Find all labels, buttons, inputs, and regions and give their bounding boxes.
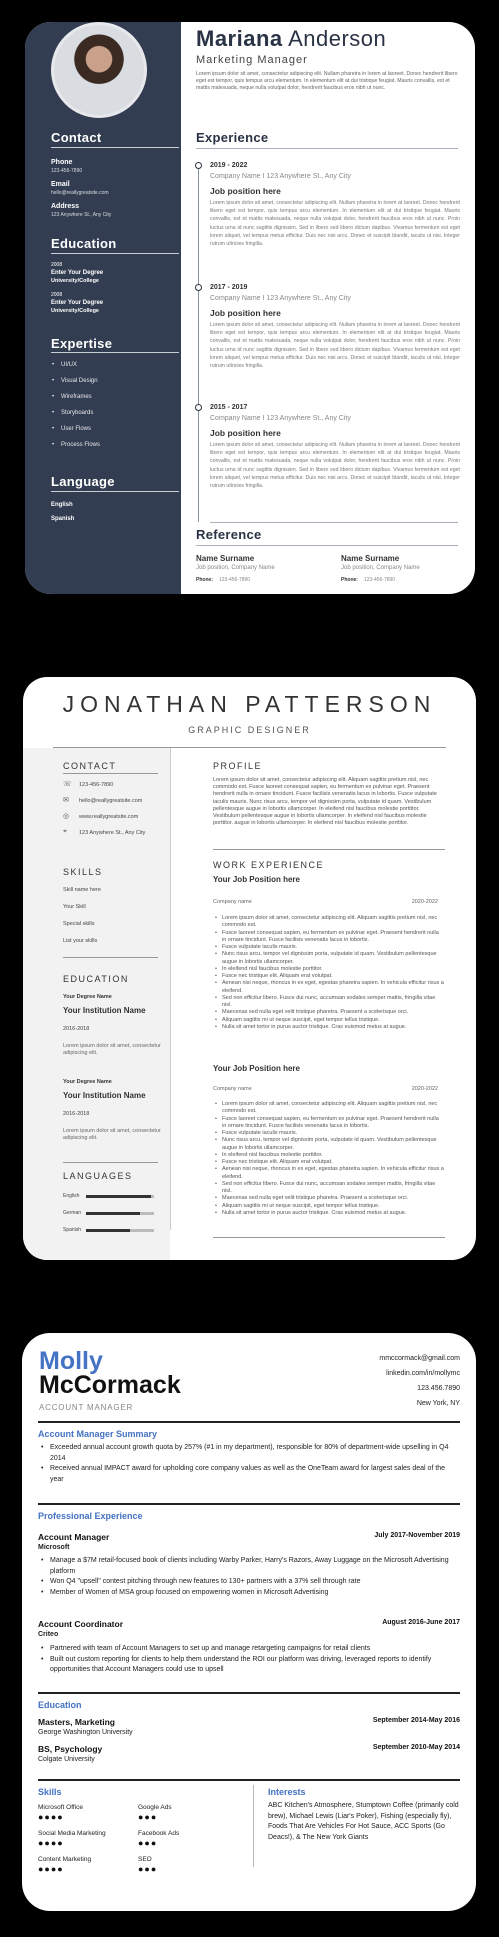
- divider: [213, 849, 445, 850]
- intro-text: Lorem ipsum dolor sit amet, consectetur adipiscing elit. Nullam pharetra in lorem at laoreet. Donec hendrerit libero eget est tempor, quis tempus arcu elementum. In elementum elit at dui tristique feugiat. Mauris convallis, est et mattis malesuada, neque nulla volutpat dolor, hendrerit faucibus eros nibh ut nunc.: [196, 71, 458, 91]
- language-level-fill: [86, 1212, 140, 1215]
- work-experience-heading: WORK EXPERIENCE: [213, 860, 325, 870]
- company-name: Microsoft: [38, 1544, 70, 1551]
- skill-item: List your skills: [63, 938, 98, 944]
- experience-heading: Professional Experience: [38, 1511, 143, 1521]
- list-item: • Fusce nec tristique elit. Aliquam erat volutpat.: [222, 973, 444, 980]
- education-dates: September 2014-May 2016: [372, 1717, 460, 1724]
- contact-phone: 123-456-7890: [79, 782, 114, 788]
- job-title: Account Manager: [38, 1532, 110, 1542]
- column-divider: [253, 1785, 254, 1867]
- address-label: Address: [51, 203, 80, 210]
- education-description: Lorem ipsum dolor sit amet, consectetur adipiscing elit.: [63, 1043, 161, 1056]
- contact-heading: CONTACT: [63, 761, 117, 771]
- expertise-item: • Process Flows: [61, 442, 100, 448]
- list-item: • Exceeded annual account growth quota by 257% (#1 in my department), responsible for 80% of department-wide upselling in Q4 2014: [50, 1443, 455, 1464]
- edu-school: University/College: [51, 278, 99, 284]
- timeline-dot: [195, 284, 202, 291]
- degree-name: Your Degree Name: [63, 1079, 112, 1085]
- job-dates: 2020-2022: [411, 1086, 438, 1092]
- skill-rating: ●●●●: [38, 1812, 64, 1822]
- divider: [196, 545, 458, 546]
- contact-phone: 123.456.7890: [417, 1385, 460, 1392]
- reference-name: Name Surname: [341, 554, 400, 563]
- job-years: 2017 - 2019: [210, 284, 248, 291]
- divider: [63, 957, 158, 958]
- list-item: • Maecenas sed nulla eget velit tristique pharetra. Praesent a scelerisque orci.: [222, 1195, 444, 1202]
- list-item: • Fusce vulputate iaculis mauris.: [222, 944, 444, 951]
- expertise-heading: Expertise: [51, 336, 113, 351]
- company-name: Criteo: [38, 1631, 59, 1638]
- list-item: • Sed non efficitur libero. Fusce dui nunc, accumsan sodales semper mattis, fringilla vitae nisl.: [222, 1181, 444, 1196]
- full-name: JONATHAN PATTERSON: [62, 691, 437, 717]
- list-item: • Nulla sit amet tortor in purus auctor tristique. Cras euismod metus at augue.: [222, 1210, 444, 1217]
- job-company: Company Name I 123 Anywhere St., Any City: [210, 173, 351, 180]
- language-level-bar: [86, 1229, 154, 1232]
- location-icon: ⌖: [63, 828, 67, 835]
- list-item: • Fusce nec tristique elit. Aliquam erat volutpat.: [222, 1159, 444, 1166]
- divider: [196, 148, 458, 149]
- list-item: • Aliquam sagittis mi ut neque suscipit, eget tempor tellus tristique.: [222, 1017, 444, 1024]
- divider: [38, 1779, 460, 1781]
- language-item: Spanish: [51, 516, 75, 522]
- skill-name: Content Marketing: [38, 1856, 92, 1863]
- education-heading: Education: [51, 236, 117, 251]
- divider: [38, 1692, 460, 1694]
- resume-jonathan-patterson: [23, 677, 476, 1260]
- list-item: • Fusce laoreet consequat sapien, eu fermentum ex pulvinar eget. Praesent hendrerit nulla in ornare tincidunt. Fusce facilisis venenatis lacus in lobortis.: [222, 930, 444, 945]
- language-level-fill: [86, 1195, 151, 1198]
- degree-name: Masters, Marketing: [38, 1717, 115, 1727]
- school-name: Colgate University: [38, 1756, 95, 1763]
- contact-location: New York, NY: [416, 1400, 460, 1407]
- skill-rating: ●●●●: [38, 1864, 64, 1874]
- list-item: • Member of Women of MSA group focused on empowering women in Microsoft Advertising: [50, 1588, 455, 1599]
- edu-school: University/College: [51, 308, 99, 314]
- list-item: • In eleifend nisl faucibus molestie porttitor.: [222, 1152, 444, 1159]
- list-item: • Sed non efficitur libero. Fusce dui nunc, accumsan sodales semper mattis, fringilla vitae nisl.: [222, 995, 444, 1010]
- language-name: English: [63, 1193, 80, 1199]
- list-item: • Aenean nisi neque, rhoncus in ex eget, egestas pharetra sapien. In vehicula efficitur risus a eleifend.: [222, 980, 444, 995]
- mail-icon: ✉: [63, 797, 69, 804]
- list-item: • Fusce vulputate iaculis mauris.: [222, 1130, 444, 1137]
- language-level-bar: [86, 1212, 154, 1215]
- list-item: • Nulla sit amet tortor in purus auctor tristique. Cras euismod metus at augue.: [222, 1024, 444, 1031]
- institution-name: Your Institution Name: [63, 1006, 146, 1015]
- profile-heading: PROFILE: [213, 761, 263, 771]
- list-item: • Manage a $7M retail-focused book of clients including Warby Parker, Harry's Razors, Away Luggage on the Microsoft Advertising platform: [50, 1556, 455, 1577]
- education-description: Lorem ipsum dolor sit amet, consectetur adipiscing elit.: [63, 1128, 161, 1141]
- list-item: • Lorem ipsum dolor sit amet, consectetur adipiscing elit. Aliquam sagittis pretium nisl, nec commodo est.: [222, 1101, 444, 1116]
- email-label: Email: [51, 181, 70, 188]
- list-item: • Fusce laoreet consequat sapien, eu fermentum ex pulvinar eget. Praesent hendrerit nulla in ornare tincidunt. Fusce facilisis venenatis lacus in lobortis.: [222, 1116, 444, 1131]
- contact-linkedin: linkedin.com/in/mollymc: [386, 1370, 460, 1377]
- language-heading: Language: [51, 474, 115, 489]
- divider: [51, 491, 179, 492]
- timeline-dot: [195, 162, 202, 169]
- list-item: • Lorem ipsum dolor sit amet, consectetur adipiscing elit. Aliquam sagittis pretium nisl, nec commodo est.: [222, 915, 444, 930]
- reference-heading: Reference: [196, 527, 262, 542]
- phone-label: Phone: [51, 159, 73, 166]
- resume-molly-mccormack: [22, 1333, 476, 1911]
- skill-item: Your Skill: [63, 904, 86, 910]
- divider: [51, 253, 179, 254]
- divider: [38, 1503, 460, 1505]
- phone-value: 123-456-7890: [51, 168, 83, 174]
- job-description: Lorem ipsum dolor sit amet, consectetur adipiscing elit. Nullam pharetra in lorem at laoreet. Donec hendrerit libero eget est tempor, quis tempus arcu elementum. In elementum elit at dui tristique feugiat. Mauris convallis, est et mattis malesuada, neque nulla volutpat dolor, hendrerit faucibus eros nibh ut nunc. Proin luctus urna id nunc sagittis dignissim. Sed in libero sed libero dictum dapibus. Vivamus fermentum est eget lorem aliquet, vel tempus metus efficitur. Duis nec nisi arcu. Donec et suscipit blandit, iaculis ut nisi. Integer rutrum ultricies fringilla.: [210, 442, 460, 490]
- job-title: Account Coordinator: [38, 1619, 123, 1629]
- job-description: Lorem ipsum dolor sit amet, consectetur adipiscing elit. Nullam pharetra in lorem at laoreet. Donec hendrerit libero eget est tempor, quis tempus arcu elementum. In elementum elit at dui tristique feugiat. Mauris convallis, est et mattis malesuada, neque nulla volutpat dolor, hendrerit faucibus eros nibh ut nunc. Proin luctus urna id nunc sagittis dignissim. Sed in libero sed libero dictum dapibus. Vivamus fermentum est eget lorem aliquet, vel tempus metus efficitur. Duis nec nisi arcu. Donec et suscipit blandit, iaculis ut nisi. Integer rutrum ultricies fringilla.: [210, 200, 460, 248]
- contact-heading: Contact: [51, 130, 102, 145]
- skill-name: SEO: [138, 1856, 152, 1863]
- expertise-item: • Wireframes: [61, 394, 92, 400]
- summary-heading: Account Manager Summary: [38, 1429, 158, 1439]
- job-title: ACCOUNT MANAGER: [39, 1403, 134, 1412]
- list-item: • Received annual IMPACT award for upholding core company values as well as the OneTeam award for largest sales deal of the year: [50, 1464, 455, 1485]
- email-value: hello@reallygreatsite.com: [51, 190, 109, 196]
- job-dates: July 2017-November 2019: [374, 1532, 460, 1539]
- address-value: 123 Anywhere St., Any City: [51, 212, 112, 218]
- reference-name: Name Surname: [196, 554, 255, 563]
- job-dates: 2020-2022: [411, 899, 438, 905]
- job-position: Your Job Position here: [213, 1064, 300, 1073]
- column-divider: [170, 748, 171, 1230]
- job-position: Job position here: [210, 428, 281, 438]
- language-level-bar: [86, 1195, 154, 1198]
- list-item: • Partnered with team of Account Managers to set up and manage retargeting campaigns for retail clients: [50, 1644, 455, 1655]
- divider: [210, 522, 458, 523]
- edu-year: 2008: [51, 292, 63, 298]
- job-years: 2015 - 2017: [210, 404, 248, 411]
- full-name: Mariana Anderson: [196, 26, 387, 51]
- reference-position: Job position, Company Name: [196, 565, 275, 571]
- expertise-item: • User Flows: [61, 426, 91, 432]
- list-item: • Aliquam sagittis mi ut neque suscipit, eget tempor tellus tristique.: [222, 1203, 444, 1210]
- skill-rating: ●●●: [138, 1838, 158, 1848]
- expertise-item: • UI/UX: [61, 362, 77, 368]
- reference-phone: Phone: 123-456-7890: [341, 577, 396, 583]
- divider: [51, 147, 179, 148]
- list-item: • Nunc risus arcu, tempor vel dignissim porta, vulputate id quam. Vestibulum pellentesque augue in lobortis ullamcorper.: [222, 1137, 444, 1152]
- job-bullets: [222, 915, 444, 1031]
- list-item: • Aenean nisi neque, rhoncus in ex eget, egestas pharetra sapien. In vehicula efficitur risus a eleifend.: [222, 1166, 444, 1181]
- edu-degree: Enter Your Degree: [51, 300, 104, 306]
- phone-icon: ☏: [63, 781, 72, 788]
- education-heading: Education: [38, 1700, 82, 1710]
- divider: [63, 1162, 158, 1163]
- skill-rating: ●●●●: [38, 1838, 64, 1848]
- institution-name: Your Institution Name: [63, 1091, 146, 1100]
- skill-name: Facebook Ads: [138, 1830, 180, 1837]
- globe-icon: ◎: [63, 813, 70, 820]
- list-item: • Built out custom reporting for clients to help them understand the ROI our platform was driving, leveraged reports to identify opportunities that Account Managers could use to upsell: [50, 1655, 455, 1676]
- contact-website: www.reallygreatsite.com: [79, 814, 139, 820]
- education-heading: EDUCATION: [63, 974, 129, 984]
- edu-degree: Enter Your Degree: [51, 270, 104, 276]
- timeline-dot: [195, 404, 202, 411]
- skill-item: Special skills: [63, 921, 95, 927]
- degree-name: BS, Psychology: [38, 1744, 103, 1754]
- skill-name: Google Ads: [138, 1804, 172, 1811]
- skill-rating: ●●●: [138, 1812, 158, 1822]
- contact-email: mmccormack@gmail.com: [379, 1355, 460, 1362]
- education-dates: September 2010-May 2014: [372, 1744, 460, 1751]
- job-position: Job position here: [210, 308, 281, 318]
- degree-name: Your Degree Name: [63, 994, 112, 1000]
- list-item: • Won Q4 "upsell" contest pitching through new features to 130+ partners with a 37% sell through rate: [50, 1577, 455, 1588]
- education-years: 2016-2018: [63, 1026, 90, 1032]
- reference-phone: Phone: 123-456-7890: [196, 577, 251, 583]
- skill-item: Skill name here: [63, 887, 101, 893]
- company-name: Company name: [213, 899, 252, 905]
- company-name: Company name: [213, 1086, 252, 1092]
- skill-name: Microsoft Office: [38, 1804, 84, 1811]
- job-title: Marketing Manager: [196, 54, 308, 66]
- divider: [213, 1237, 445, 1238]
- profile-text: Lorem ipsum dolor sit amet, consectetur adipiscing elit. Aliquam sagittis pretium nisl, nec commodo est. Fusce laoreet consequat sapien, eu fermentum ex pulvinar eget. Praesent hendrerit nulla in ornare tincidunt. Fusce facilisis venenatis lacus in lobortis. Fusce vulputate iaculis mauris. Nunc risus arcu, tempor vel dignissim porta, vulputate id quam. Vestibulum pellentesque augue in lobortis ullamcorper. In eleifend nisl faucibus molestie porttitor. Vestibulum pellentesque augue in lobortis ullamcorper. In eleifend nisl faucibus molestie porttitor. augue in lobortis ullamcorper. In eleifend nisl faucibus molestie porttitor.: [213, 777, 437, 827]
- job-position: Your Job Position here: [213, 875, 300, 884]
- job-title: GRAPHIC DESIGNER: [188, 725, 311, 735]
- experience-heading: Experience: [196, 130, 269, 145]
- contact-email: hello@reallygreatsite.com: [79, 798, 143, 804]
- job-company: Company Name I 123 Anywhere St., Any City: [210, 415, 351, 422]
- skill-rating: ●●●: [138, 1864, 158, 1874]
- expertise-item: • Visual Design: [61, 378, 98, 384]
- profile-photo: [51, 22, 147, 118]
- job-years: 2019 - 2022: [210, 162, 248, 169]
- divider: [53, 747, 446, 748]
- job-bullets: [50, 1644, 455, 1676]
- language-name: German: [63, 1210, 82, 1216]
- divider: [38, 1421, 460, 1423]
- skills-heading: SKILLS: [63, 867, 103, 877]
- language-level-fill: [86, 1229, 130, 1232]
- summary-list: [50, 1443, 455, 1485]
- divider: [63, 773, 158, 774]
- job-dates: August 2016-June 2017: [382, 1619, 460, 1626]
- first-name: Molly: [39, 1347, 103, 1375]
- sidebar: [23, 748, 170, 1260]
- job-bullets: [222, 1101, 444, 1217]
- list-item: • Nunc risus arcu, tempor vel dignissim porta, vulputate id quam. Vestibulum pellentesque augue in lobortis ullamcorper.: [222, 951, 444, 966]
- list-item: • Maecenas sed nulla eget velit tristique pharetra. Praesent a scelerisque orci.: [222, 1009, 444, 1016]
- edu-year: 2008: [51, 262, 63, 268]
- reference-position: Job position, Company Name: [341, 565, 420, 571]
- last-name: McCormack: [39, 1371, 181, 1399]
- divider: [51, 352, 179, 353]
- school-name: George Washington University: [38, 1729, 133, 1736]
- skill-name: Social Media Marketing: [38, 1830, 106, 1837]
- expertise-item: • Storyboards: [61, 410, 93, 416]
- languages-heading: LANGUAGES: [63, 1171, 133, 1181]
- language-name: Spanish: [63, 1227, 82, 1233]
- timeline-line: [198, 162, 199, 522]
- job-position: Job position here: [210, 186, 281, 196]
- job-bullets: [50, 1556, 455, 1598]
- sidebar: [25, 22, 181, 594]
- resume-mariana-anderson: [25, 22, 475, 594]
- list-item: • In eleifend nisl faucibus molestie porttitor.: [222, 966, 444, 973]
- interests-heading: Interests: [268, 1787, 306, 1797]
- language-item: English: [51, 502, 73, 508]
- job-company: Company Name I 123 Anywhere St., Any City: [210, 295, 351, 302]
- interests-text: ABC Kitchen's Atmosphere, Stumptown Coffee (primarily cold brew), Michael Lewis (Liar's Poker), Fishing (especially fly), Foods That Are Vehicles For Hot Sauce, ACC Sports (Go Deacs!), & The New York Giants: [268, 1802, 459, 1841]
- job-description: Lorem ipsum dolor sit amet, consectetur adipiscing elit. Nullam pharetra in lorem at laoreet. Donec hendrerit libero eget est tempor, quis tempus arcu elementum. In elementum elit at dui tristique feugiat. Mauris convallis, est et mattis malesuada, neque nulla volutpat dolor, hendrerit faucibus eros nibh ut nunc. Proin luctus urna id nunc sagittis dignissim. Sed in libero sed libero dictum dapibus. Vivamus fermentum est eget lorem aliquet, vel tempus metus efficitur. Duis nec nisi arcu. Donec et suscipit blandit, iaculis ut nisi. Integer rutrum ultricies fringilla.: [210, 322, 460, 370]
- education-years: 2016-2018: [63, 1111, 90, 1117]
- contact-address: 123 Anywhere St., Any City: [79, 830, 146, 836]
- skills-heading: Skills: [38, 1787, 62, 1797]
